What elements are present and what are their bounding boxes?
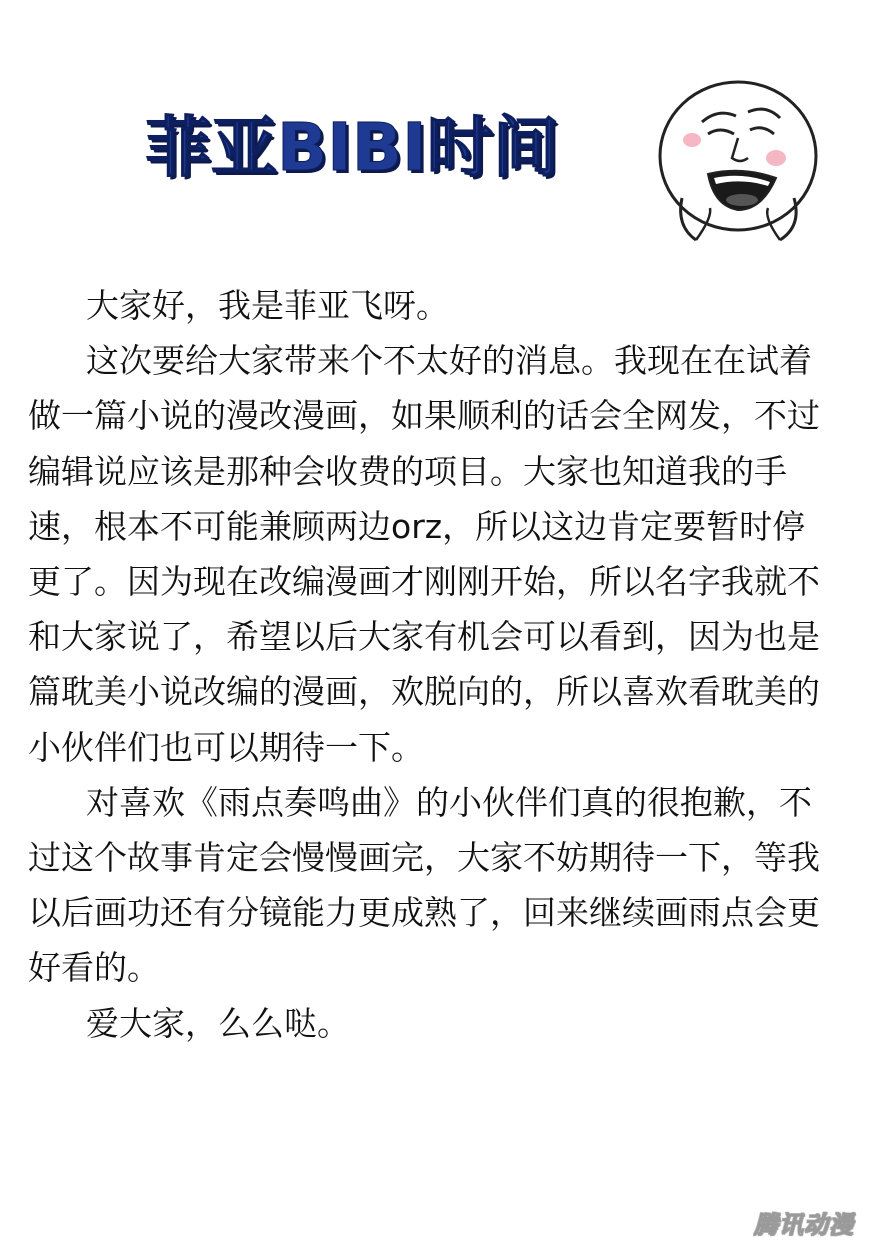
message-body	[28, 278, 828, 1051]
paragraph-closing: 爱大家，么么哒。	[86, 1003, 350, 1043]
paragraph-announcement: 这次要给大家带来个不太好的消息。我现在在试着做一篇小说的漫改漫画，如果顺利的话会全网发，不过编辑说应该是那种会收费的项目。大家也知道我的手速，根本不可能兼顾两边orz，所以这边肯定要暂时停更了。因为现在改编漫画才刚刚开始，所以名字我就不和大家说了，希望以后大家有机会可以看到，因为也是篇耽美小说改编的漫画，欢脱向的，所以喜欢看耽美的小伙伴们也可以期待一下。	[28, 341, 820, 767]
laughing-face-meme-icon	[652, 78, 824, 244]
watermark-logo: 腾讯动漫	[754, 1211, 854, 1239]
page-title: 菲亚BIBI时间	[145, 109, 559, 186]
paragraph-greeting: 大家好，我是菲亚飞呀。	[86, 286, 449, 325]
paragraph-apology: 对喜欢《雨点奏鸣曲》的小伙伴们真的很抱歉，不过这个故事肯定会慢慢画完，大家不妨期待一下，等我以后画功还有分镜能力更成熟了，回来继续画雨点会更好看的。	[28, 782, 820, 988]
